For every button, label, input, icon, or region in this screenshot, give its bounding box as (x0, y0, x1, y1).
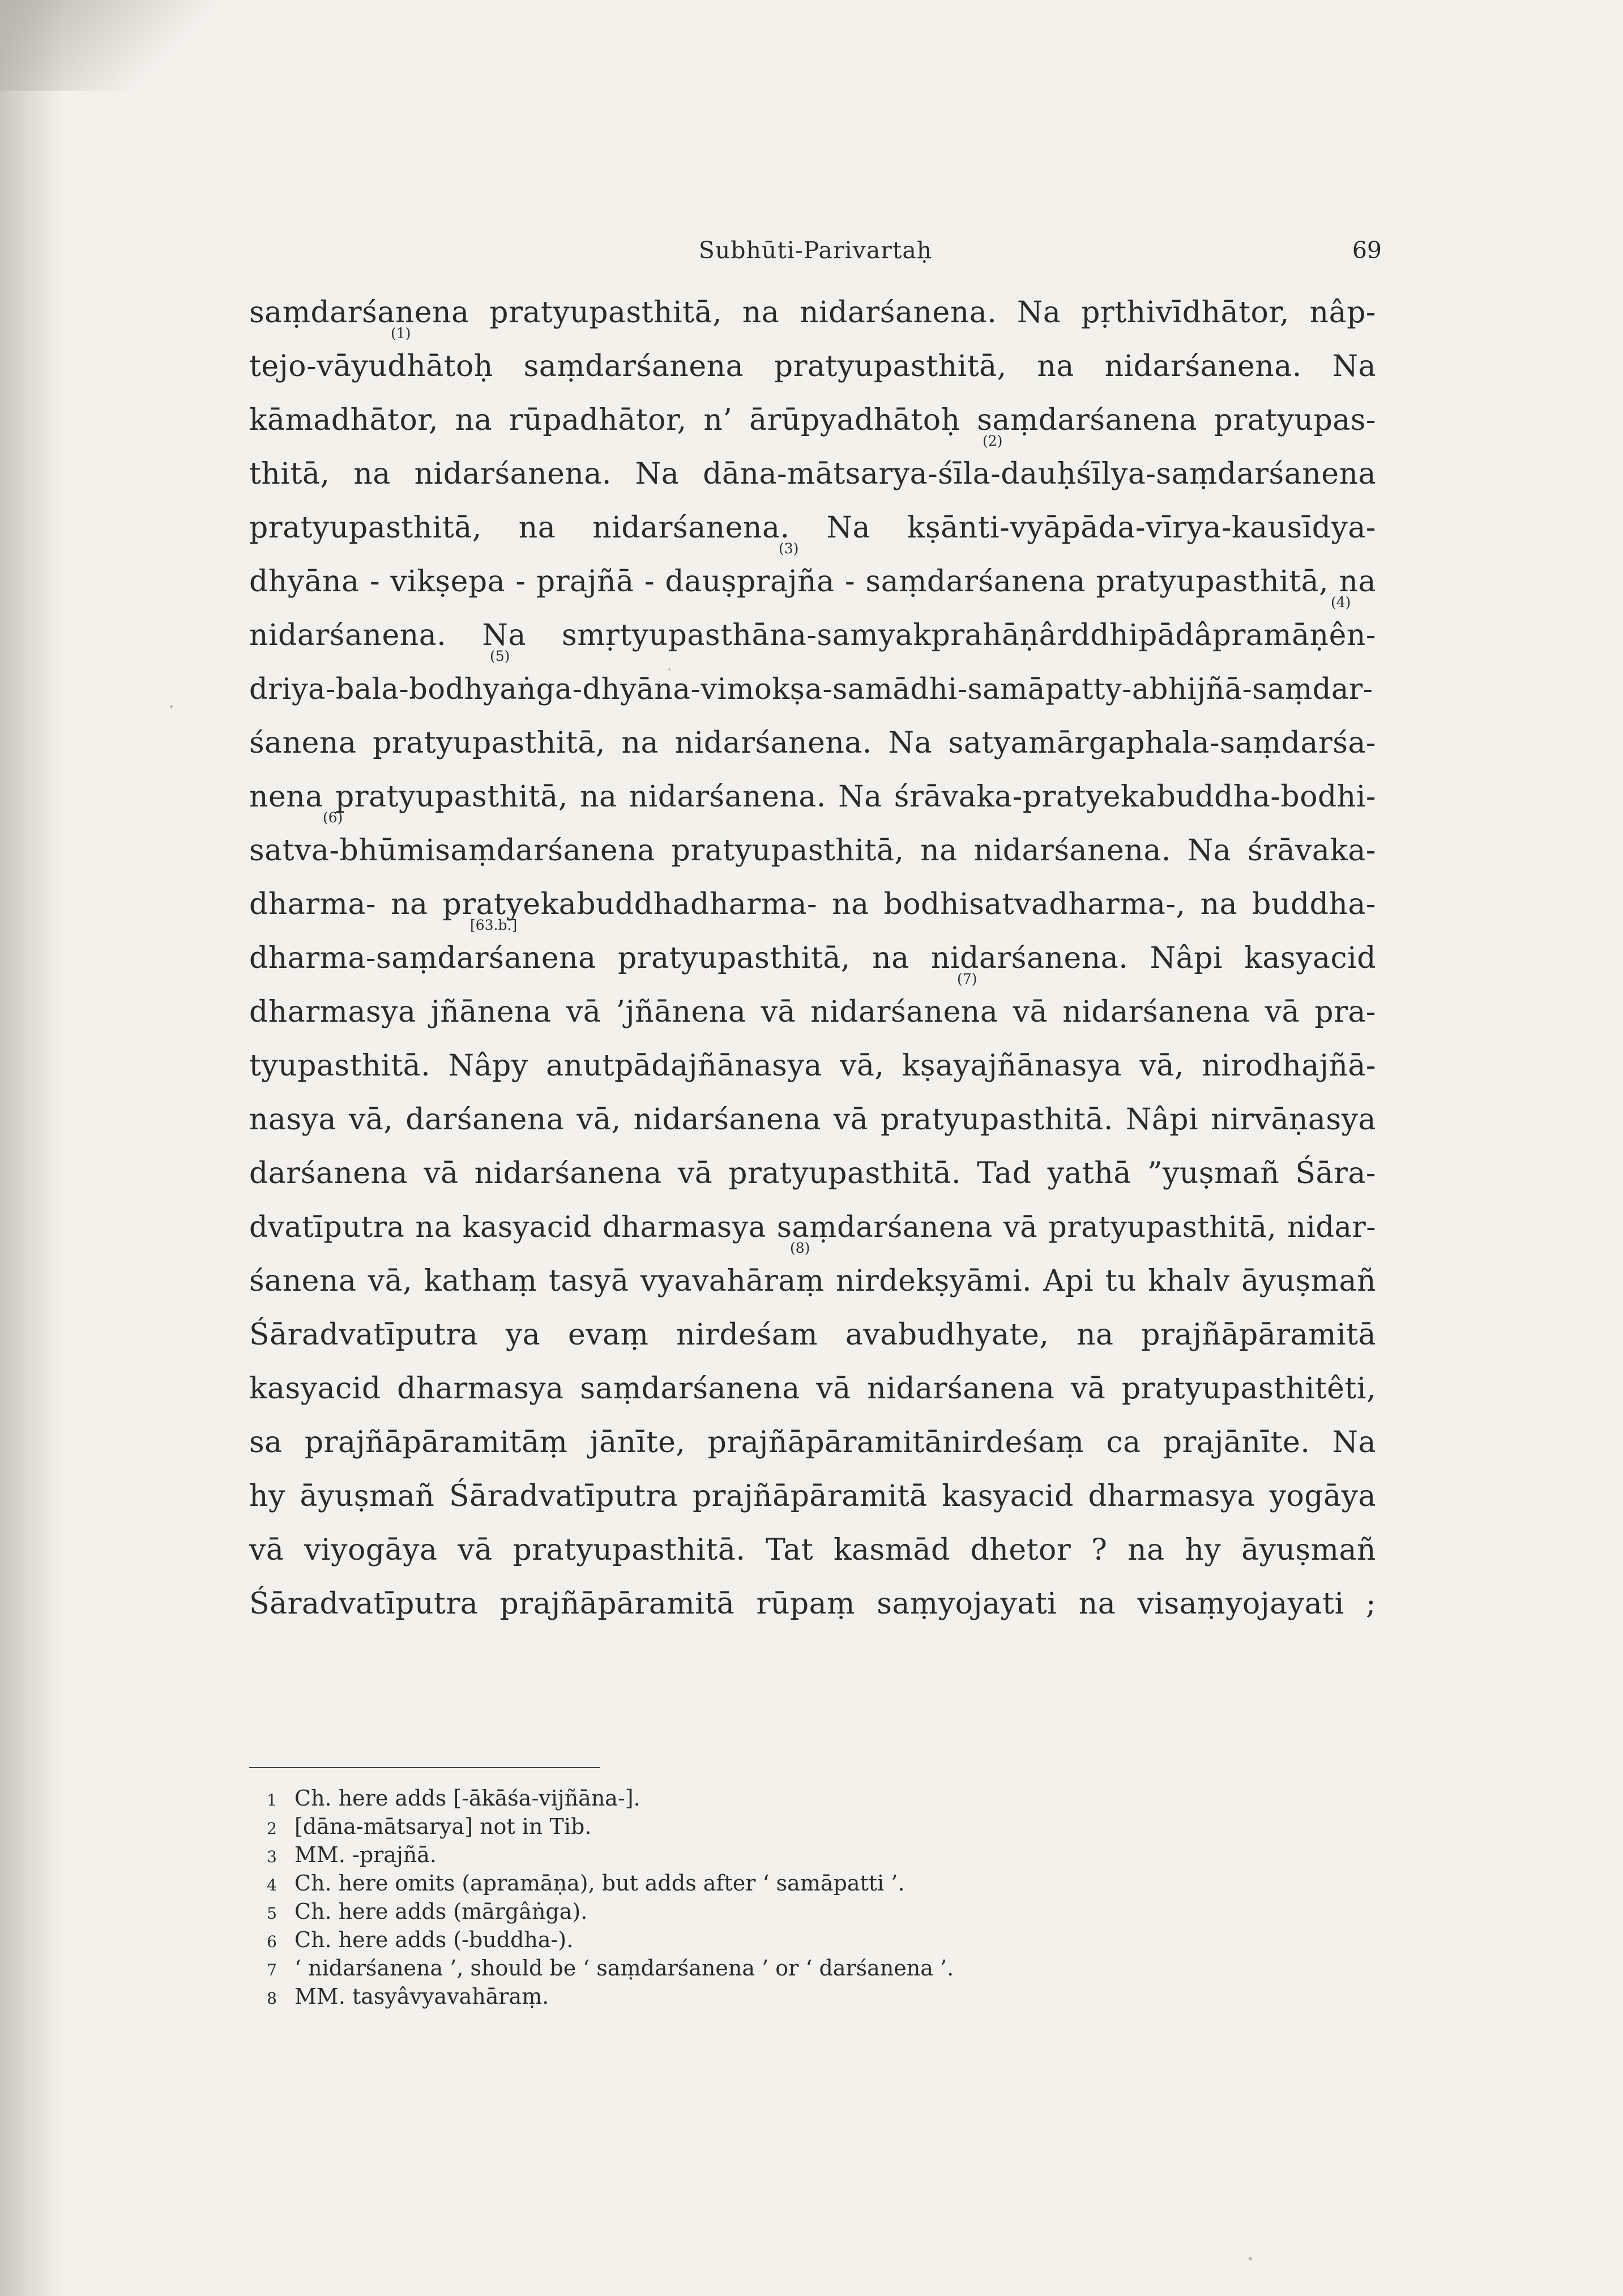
note-mark: (5) (490, 648, 510, 664)
footnote-number: 5 (267, 1904, 277, 1923)
text-line: pratyupasthitā, na nidarśanena. Na kṣānti-vyāpāda-vīrya-kausīdya- (249, 511, 1376, 545)
line-text: thitā, na nidarśanena. Na dāna-mātsarya-śīla-dauḥśīlya-saṃdarśanena (249, 457, 1376, 491)
text-line: Śāradvatīputra ya evaṃ nirdeśam avabudhyate, na prajñāpāramitā (249, 1318, 1376, 1352)
footnote-number: 6 (267, 1932, 277, 1951)
note-mark: (8) (790, 1240, 810, 1256)
note-mark: (1) (391, 325, 411, 342)
text-line: nena pratyupasthitā, na nidarśanena. Na śrāvaka-pratyekabuddha-bodhi- (249, 780, 1376, 814)
text-line: dharma- na pratyekabuddhadharma- na bodhisatvadharma-, na buddha- (249, 887, 1376, 921)
footnote-text: Ch. here adds (-buddha-). (294, 1927, 574, 1952)
text-line: sa prajñāpāramitāṃ jānīte, prajñāpāramitānirdeśaṃ ca prajānīte. Na (249, 1426, 1376, 1459)
footnote-text: ‘ nidarśanena ’, should be ‘ saṃdarśanena ’ or ‘ darśanena ’. (294, 1956, 954, 1981)
text-line: Śāradvatīputra prajñāpāramitā rūpaṃ saṃyojayati na visaṃyojayati ; (249, 1587, 1376, 1621)
footnote (249, 1841, 1376, 1869)
footnote-text: MM. -prajñā. (294, 1842, 437, 1867)
scan-corner-shadow (0, 0, 227, 91)
text-line: nasya vā, darśanena vā, nidarśanena vā pratyupasthitā. Nâpi nirvāṇasya (249, 1103, 1376, 1137)
text-line (249, 809, 1376, 878)
footnote-number: 2 (267, 1819, 277, 1838)
paper-speck (170, 705, 173, 708)
footnote-number: 8 (267, 1989, 277, 2008)
footnote-text: [dāna-mātsarya] not in Tib. (294, 1814, 592, 1839)
footnote-number: 1 (267, 1791, 277, 1810)
footnote (249, 1869, 1376, 1897)
text-line: kāmadhātor, na rūpadhātor, n’ ārūpyadhātoḥ saṃdarśanena pratyupas- (249, 403, 1376, 437)
running-head (249, 237, 1382, 271)
text-line: saṃdarśanena pratyupasthitā, na nidarśanena. Na pṛthivīdhātor, nâp- (249, 296, 1376, 330)
text-line (249, 433, 1376, 501)
line-text: dharma-saṃdarśanena pratyupasthitā, na nidarśanena. Nâpi kasyacid (249, 941, 1376, 975)
line-text: tejo-vāyudhātoḥ saṃdarśanena pratyupasthitā, na nidarśanena. Na (249, 349, 1376, 383)
text-line: darśanena vā nidarśanena vā pratyupasthitā. Tad yathā ”yuṣmañ Śāra- (249, 1156, 1376, 1190)
text-line (249, 1240, 1376, 1308)
text-line (249, 648, 1376, 716)
note-mark: (2) (983, 433, 1003, 449)
text-line (249, 594, 1376, 663)
footnote-text: Ch. here adds (mārgâṅga). (294, 1899, 588, 1924)
text-line: hy āyuṣmañ Śāradvatīputra prajñāpāramitā kasyacid dharmasya yogāya (249, 1479, 1376, 1513)
main-text (249, 286, 1376, 1631)
text-line: vā viyogāya vā pratyupasthitā. Tat kasmād dhetor ? na hy āyuṣmañ (249, 1533, 1376, 1567)
text-line (249, 540, 1376, 609)
text-line: kasyacid dharmasya saṃdarśanena vā nidarśanena vā pratyupasthitêti, (249, 1372, 1376, 1406)
footnote-text: Ch. here adds [-ākāśa-vijñāna-]. (294, 1786, 640, 1811)
note-mark: (6) (323, 809, 343, 826)
footnote-number: 4 (267, 1876, 277, 1894)
footnote (249, 1982, 1376, 2011)
text-line: tyupasthitā. Nâpy anutpādajñānasya vā, kṣayajñānasya vā, nirodhajñā- (249, 1049, 1376, 1083)
footnote (249, 1784, 1376, 1812)
footnote-number: 7 (267, 1961, 277, 1979)
footnote-rule (249, 1767, 600, 1768)
footnote-text: Ch. here omits (apramāṇa), but adds after ‘ samāpatti ’. (294, 1871, 905, 1896)
footnote-number: 3 (267, 1847, 277, 1866)
folio-mark: [63.b.] (470, 917, 518, 933)
text-line (249, 325, 1376, 394)
paper-speck (668, 668, 670, 671)
footnote-text: MM. tasyâvyavahāraṃ. (294, 1984, 549, 2009)
paper-speck (1249, 2257, 1252, 2260)
note-mark: (4) (1331, 594, 1351, 611)
note-mark: (3) (779, 540, 799, 557)
text-line: dvatīputra na kasyacid dharmasya saṃdarśanena vā pratyupasthitā, nidar- (249, 1211, 1376, 1244)
running-title: Subhūti-Parivartaḥ (698, 237, 933, 264)
line-text: driya-bala-bodhyaṅga-dhyāna-vimokṣa-samādhi-samāpatty-abhijñā-saṃdar- (249, 673, 1373, 706)
footnote (249, 1812, 1376, 1841)
line-text: satva-bhūmisaṃdarśanena pratyupasthitā, na nidarśanena. Na śrāvaka- (249, 834, 1376, 868)
text-line: śanena pratyupasthitā, na nidarśanena. Na satyamārgaphala-saṃdarśa- (249, 726, 1376, 760)
scan-edge-shadow (0, 0, 62, 2296)
note-mark: (7) (957, 971, 977, 987)
footnote (249, 1897, 1376, 1926)
text-line (249, 971, 1376, 1039)
page-number: 69 (1352, 237, 1382, 264)
line-text: śanena vā, kathaṃ tasyā vyavahāraṃ nirdekṣyāmi. Api tu khalv āyuṣmañ (249, 1264, 1376, 1298)
line-text: dhyāna - vikṣepa - prajñā - dauṣprajña - saṃdarśanena pratyupasthitā, na (249, 565, 1376, 599)
text-line (249, 917, 1376, 985)
footnotes (249, 1784, 1376, 2011)
footnote (249, 1926, 1376, 1954)
footnote (249, 1954, 1376, 1982)
line-text: nidarśanena. Na smṛtyupasthāna-samyakprahāṇârddhipādâpramāṇên- (249, 618, 1376, 652)
line-text: dharmasya jñānena vā ’jñānena vā nidarśanena vā nidarśanena vā pra- (249, 995, 1376, 1029)
